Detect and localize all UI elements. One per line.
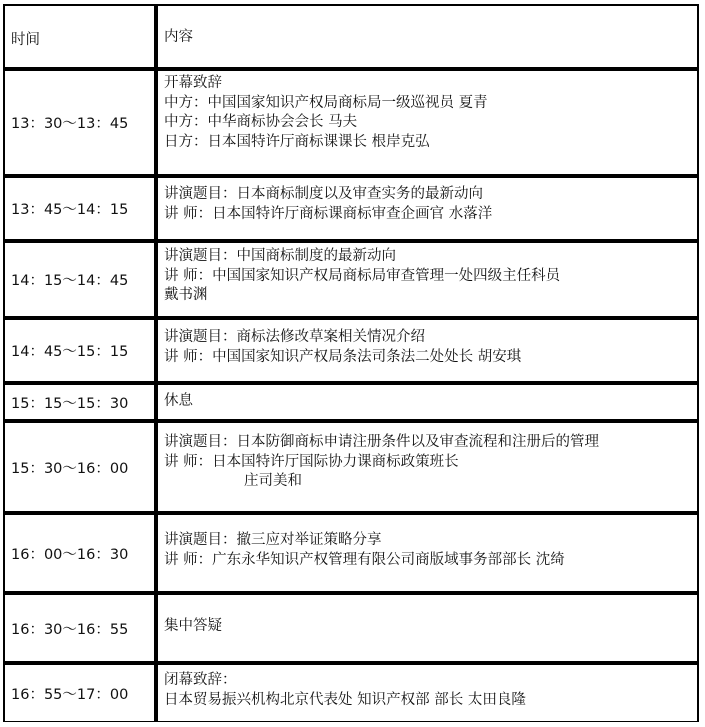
table-row: [5, 385, 697, 419]
table-header-row: [5, 6, 697, 67]
row-content: [158, 385, 697, 419]
content-line: 戴书渊: [164, 287, 208, 304]
content-line: 集中答疑: [164, 618, 222, 634]
row-content: [158, 243, 697, 316]
table-row: [5, 665, 697, 721]
table-row: [5, 423, 697, 511]
content-line: 中方：中华商标协会会长 马夫: [164, 114, 358, 131]
row-time: 16：30～16：55: [5, 595, 154, 661]
row-content: [158, 595, 697, 661]
row-content: [158, 665, 697, 721]
content-line: 日本贸易振兴机构北京代表处 知识产权部 部长 太田良隆: [164, 691, 526, 708]
content-line: 休息: [164, 393, 193, 409]
content-line: 讲 师：中国国家知识产权局条法司条法二处处长 胡安琪: [164, 348, 522, 365]
table-row: [5, 243, 697, 316]
content-line: 讲演题目：日本防御商标申请注册条件以及审查流程和注册后的管理: [164, 434, 599, 450]
table-row: [5, 515, 697, 591]
content-line: 讲演题目：中国商标制度的最新动向: [164, 248, 396, 264]
row-content: [158, 515, 697, 591]
content-line: 讲演题目：撤三应对举证策略分享: [164, 532, 382, 548]
content-line: 日方：日本国特许厅商标课课长 根岸克弘: [164, 133, 430, 150]
content-line: 讲演题目：日本商标制度以及审查实务的最新动向: [164, 186, 483, 202]
table-row: [5, 595, 697, 661]
row-time: 13：30～13：45: [5, 71, 154, 174]
row-content: [158, 178, 697, 239]
row-content: [158, 423, 697, 511]
table-row: [5, 178, 697, 239]
row-time: 14：45～15：15: [5, 320, 154, 381]
content-line: 讲 师：日本国特许厅国际协力课商标政策班长: [164, 453, 459, 470]
header-content: 内容: [158, 6, 697, 67]
schedule-table: [3, 4, 699, 722]
content-line: 讲 师：广东永华知识产权管理有限公司商版域事务部部长 沈绮: [164, 551, 565, 568]
row-content: [158, 71, 697, 174]
row-time: 15：15～15：30: [5, 385, 154, 419]
table-row: [5, 71, 697, 174]
header-time: 时间: [5, 6, 154, 67]
row-time: 16：00～16：30: [5, 515, 154, 591]
content-line: 讲演题目：商标法修改草案相关情况介绍: [164, 329, 425, 345]
content-line: 闭幕致辞：: [164, 672, 237, 688]
row-time: 16：55～17：00: [5, 665, 154, 721]
row-time: 13：45～14：15: [5, 178, 154, 239]
content-line: 开幕致辞: [164, 75, 222, 91]
row-time: 14：15～14：45: [5, 243, 154, 316]
content-line: 庄司美和: [244, 473, 302, 490]
row-time: 15：30～16：00: [5, 423, 154, 511]
row-content: [158, 320, 697, 381]
content-line: 讲 师：中国国家知识产权局商标局审查管理一处四级主任科员: [164, 267, 561, 284]
content-line: 中方：中国国家知识产权局商标局一级巡视员 夏青: [164, 94, 488, 111]
content-line: 讲 师：日本国特许厅商标课商标审查企画官 水落洋: [164, 205, 493, 222]
table-row: [5, 320, 697, 381]
